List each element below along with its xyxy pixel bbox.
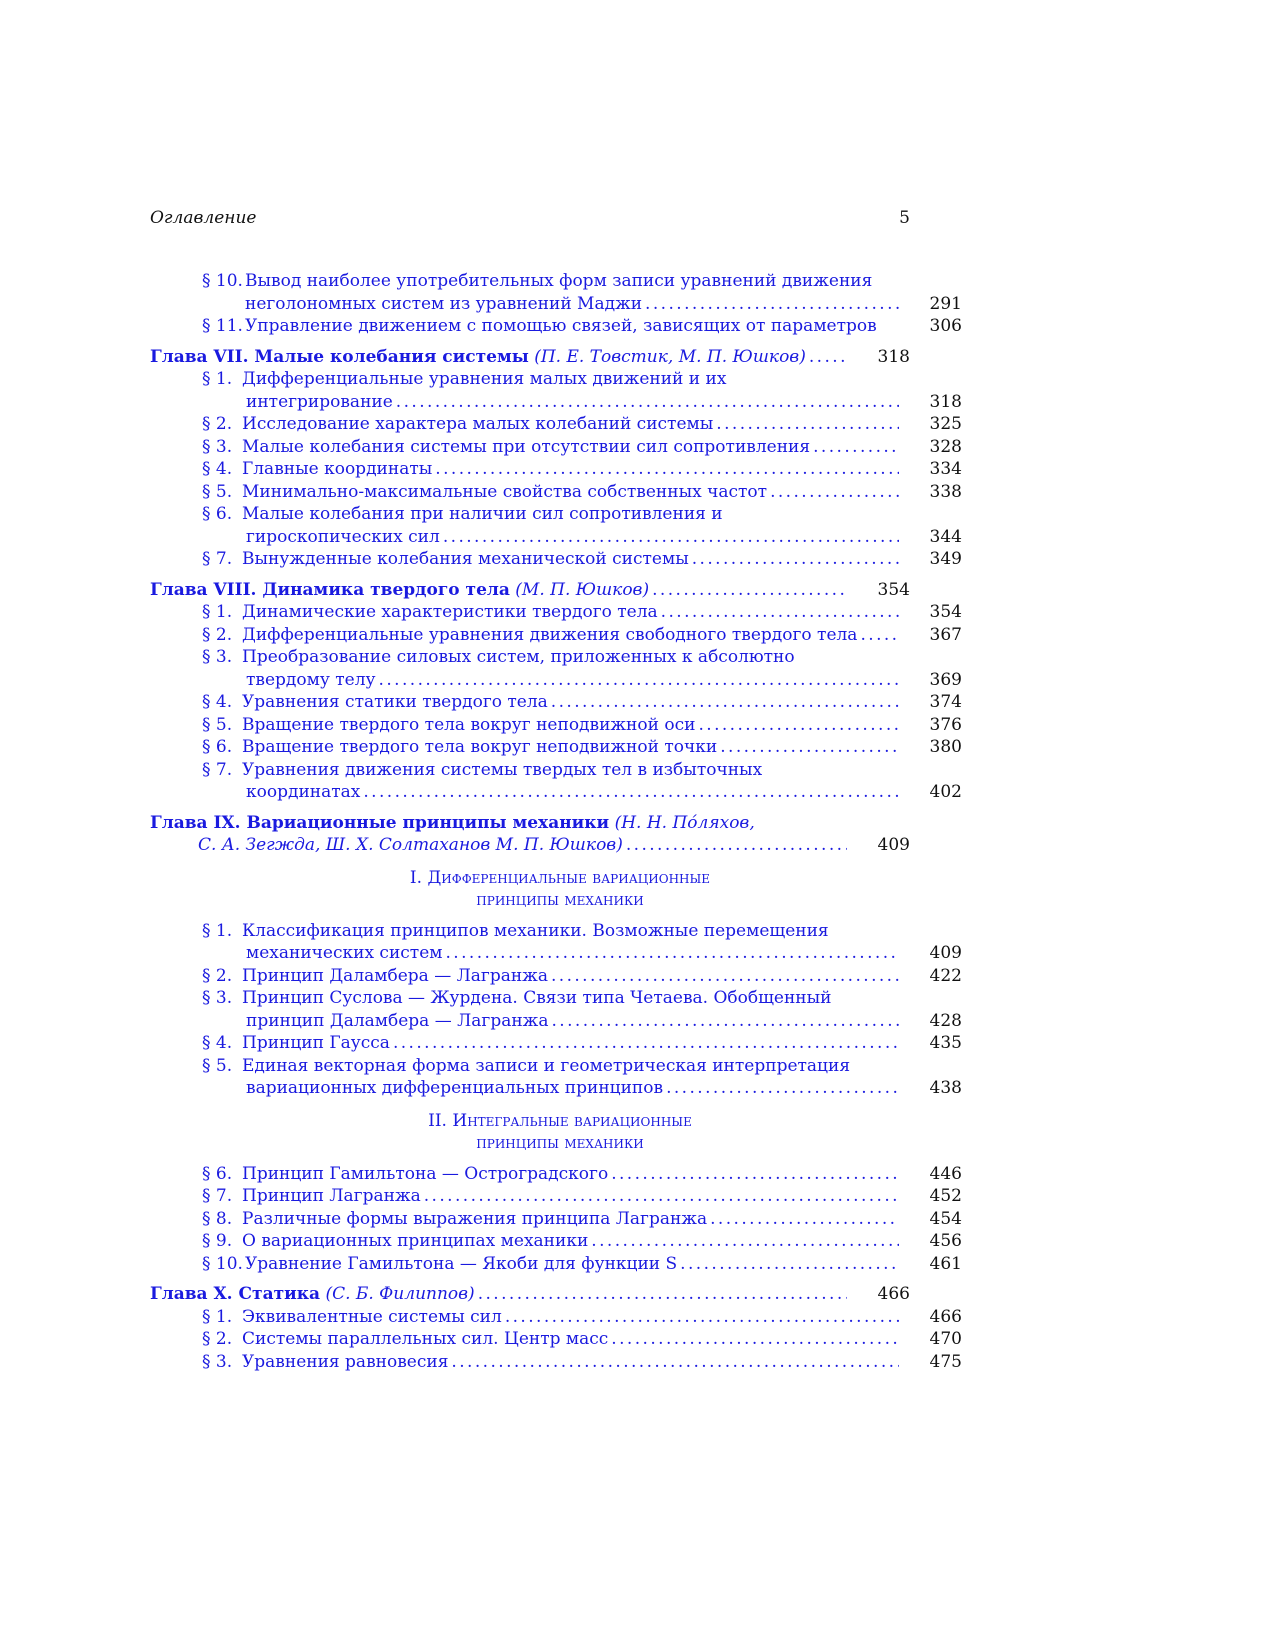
leader-dots bbox=[720, 736, 899, 759]
entry-title-cont: механических систем bbox=[246, 943, 443, 963]
entry-page: 428 bbox=[929, 1010, 962, 1031]
entry-page: 380 bbox=[929, 737, 962, 757]
entry-page: 338 bbox=[929, 481, 962, 502]
section-number: § 7. bbox=[202, 1186, 233, 1206]
section-number: § 9. bbox=[202, 1231, 233, 1251]
entry-title: Системы параллельных сил. Центр масс bbox=[242, 1329, 609, 1349]
entry-page: 318 bbox=[877, 346, 910, 367]
entry-page: 409 bbox=[929, 943, 962, 963]
entry-page: 475 bbox=[929, 1351, 962, 1372]
entry-page: 367 bbox=[929, 624, 962, 645]
entry-page: 354 bbox=[877, 579, 910, 600]
entry-page: 446 bbox=[929, 1163, 962, 1184]
leader-dots bbox=[611, 1163, 899, 1186]
toc-entry[interactable] bbox=[150, 1230, 962, 1253]
entry-page: 438 bbox=[929, 1078, 962, 1098]
section-number: § 10. bbox=[202, 271, 243, 291]
section-number: § 11. bbox=[202, 316, 243, 336]
entry-page: 456 bbox=[929, 1231, 962, 1251]
leader-dots bbox=[396, 391, 899, 414]
section-number: § 2. bbox=[202, 624, 233, 645]
entry-page: 349 bbox=[929, 549, 962, 569]
part-heading-line2: принципы механики bbox=[476, 1133, 644, 1153]
entry-page: 344 bbox=[929, 526, 962, 547]
chapter-authors: (Н. Н. По́ляхов, bbox=[614, 812, 755, 833]
entry-page: 374 bbox=[929, 692, 962, 712]
entry-title: Принцип Гаусса bbox=[242, 1033, 390, 1053]
toc-entry[interactable] bbox=[150, 1055, 962, 1100]
chapter-entry[interactable] bbox=[150, 1283, 910, 1306]
toc-entry[interactable] bbox=[150, 624, 962, 647]
section-number: § 3. bbox=[202, 647, 233, 667]
entry-title: Единая векторная форма записи и геометрическая интерпретация bbox=[242, 1055, 851, 1076]
leader-dots bbox=[443, 526, 899, 549]
toc-entry[interactable] bbox=[150, 691, 962, 714]
entry-title: Принцип Гамильтона — Остроградского bbox=[242, 1163, 609, 1184]
entry-page: 435 bbox=[929, 1033, 962, 1053]
part-heading-line1: II. Интегральные вариационные bbox=[428, 1110, 692, 1131]
leader-dots bbox=[698, 714, 899, 737]
leader-dots bbox=[860, 624, 899, 647]
chapter-authors: (П. Е. Товстик, М. П. Юшков) bbox=[534, 346, 806, 367]
section-number: § 6. bbox=[202, 1163, 233, 1184]
chapter-entry[interactable] bbox=[150, 579, 910, 602]
toc-entry[interactable] bbox=[150, 315, 962, 338]
table-of-contents bbox=[150, 270, 962, 1373]
chapter-title: Глава IX. Вариационные принципы механики bbox=[150, 812, 610, 833]
entry-title: Вывод наиболее употребительных форм записи уравнений движения bbox=[245, 271, 873, 291]
chapter-title: Глава VIII. Динамика твердого тела bbox=[150, 579, 510, 600]
entry-title: Исследование характера малых колебаний системы bbox=[242, 414, 714, 434]
leader-dots bbox=[652, 579, 847, 602]
leader-dots bbox=[551, 691, 899, 714]
entry-title: Вынужденные колебания механической системы bbox=[242, 549, 689, 569]
entry-title: Вращение твердого тела вокруг неподвижной точки bbox=[242, 737, 718, 757]
section-number: § 1. bbox=[202, 1306, 233, 1327]
section-number: § 7. bbox=[202, 549, 233, 569]
toc-entry[interactable] bbox=[150, 270, 962, 315]
entry-page: 454 bbox=[929, 1208, 962, 1229]
section-number: § 2. bbox=[202, 414, 233, 434]
entry-title: Уравнение Гамильтона — Якоби для функции S bbox=[245, 1253, 678, 1274]
section-number: § 2. bbox=[202, 965, 233, 986]
leader-dots bbox=[813, 436, 899, 459]
entry-title: Эквивалентные системы сил bbox=[242, 1306, 502, 1327]
toc-entry[interactable] bbox=[150, 601, 962, 624]
entry-title: Малые колебания при наличии сил сопротивления и bbox=[242, 504, 723, 524]
toc-entry[interactable] bbox=[150, 548, 962, 571]
entry-title-cont: вариационных дифференциальных принципов bbox=[246, 1078, 664, 1098]
leader-dots bbox=[363, 781, 899, 804]
leader-dots bbox=[626, 834, 847, 857]
section-number: § 10. bbox=[202, 1253, 243, 1274]
leader-dots bbox=[551, 965, 899, 988]
toc-entry[interactable] bbox=[150, 646, 962, 691]
part-heading-line2: принципы механики bbox=[476, 890, 644, 910]
chapter-entry[interactable] bbox=[150, 346, 910, 369]
leader-dots bbox=[435, 458, 899, 481]
section-number: § 4. bbox=[202, 459, 233, 479]
entry-title: Уравнения равновесия bbox=[242, 1351, 449, 1372]
toc-entry[interactable] bbox=[150, 987, 962, 1032]
entry-title-cont: интегрирование bbox=[246, 391, 393, 412]
section-number: § 3. bbox=[202, 1351, 233, 1372]
part-heading-line1: I. Дифференциальные вариационные bbox=[409, 867, 711, 888]
toc-entry[interactable] bbox=[150, 458, 962, 481]
section-number: § 5. bbox=[202, 714, 233, 735]
toc-entry[interactable] bbox=[150, 920, 962, 965]
leader-dots bbox=[809, 346, 847, 369]
toc-entry[interactable] bbox=[150, 1185, 962, 1208]
entry-title-cont: твердому телу bbox=[246, 669, 376, 690]
entry-title: Управление движением с помощью связей, зависящих от параметров bbox=[245, 316, 877, 336]
leader-dots bbox=[551, 1010, 899, 1033]
toc-entry[interactable] bbox=[150, 481, 962, 504]
leader-dots bbox=[505, 1306, 899, 1329]
section-number: § 4. bbox=[202, 1033, 233, 1053]
leader-dots bbox=[710, 1208, 899, 1231]
section-number: § 4. bbox=[202, 692, 233, 712]
running-title: Оглавление bbox=[150, 208, 257, 228]
entry-page: 402 bbox=[929, 782, 962, 802]
entry-title: Вращение твердого тела вокруг неподвижной оси bbox=[242, 714, 696, 735]
entry-page: 461 bbox=[929, 1253, 962, 1274]
section-number: § 1. bbox=[202, 602, 233, 622]
entry-page: 466 bbox=[877, 1284, 910, 1304]
entry-title: Главные координаты bbox=[242, 459, 433, 479]
entry-title: Дифференциальные уравнения малых движений и их bbox=[242, 369, 727, 389]
toc-entry[interactable] bbox=[150, 1208, 962, 1231]
toc-entry[interactable] bbox=[150, 1163, 962, 1186]
toc-entry[interactable] bbox=[150, 368, 962, 413]
entry-page: 291 bbox=[929, 293, 962, 314]
section-number: § 2. bbox=[202, 1329, 233, 1349]
entry-page: 470 bbox=[929, 1329, 962, 1349]
toc-entry[interactable] bbox=[150, 1253, 962, 1276]
toc-entry[interactable] bbox=[150, 965, 962, 988]
leader-dots bbox=[645, 293, 899, 316]
entry-page: 376 bbox=[929, 714, 962, 735]
entry-title: Принцип Суслова — Журдена. Связи типа Четаева. Обобщенный bbox=[242, 988, 832, 1008]
entry-title: Дифференциальные уравнения движения свободного твердого тела bbox=[242, 624, 858, 645]
part-heading bbox=[150, 867, 910, 912]
entry-page: 318 bbox=[929, 391, 962, 412]
chapter-authors-cont: С. А. Зегжда, Ш. Х. Солтаханов М. П. Юшков) bbox=[198, 835, 623, 855]
entry-title: Минимально-максимальные свойства собственных частот bbox=[242, 481, 768, 502]
part-heading bbox=[150, 1110, 910, 1155]
section-number: § 6. bbox=[202, 737, 233, 757]
leader-dots bbox=[716, 413, 899, 436]
section-number: § 1. bbox=[202, 920, 233, 941]
entry-title: Уравнения статики твердого тела bbox=[242, 692, 548, 712]
leader-dots bbox=[611, 1328, 899, 1351]
entry-page: 369 bbox=[929, 669, 962, 690]
entry-page: 422 bbox=[929, 965, 962, 986]
entry-page: 306 bbox=[929, 316, 962, 336]
document-page bbox=[150, 0, 962, 1651]
leader-dots bbox=[379, 669, 899, 692]
toc-entry[interactable] bbox=[150, 1351, 962, 1374]
toc-entry[interactable] bbox=[150, 413, 962, 436]
leader-dots bbox=[770, 481, 899, 504]
leader-dots bbox=[692, 548, 899, 571]
entry-page: 334 bbox=[929, 459, 962, 479]
section-number: § 7. bbox=[202, 759, 233, 780]
entry-title-cont: неголономных систем из уравнений Маджи bbox=[245, 293, 643, 314]
leader-dots bbox=[446, 942, 900, 965]
toc-entry[interactable] bbox=[150, 1328, 962, 1351]
entry-page: 452 bbox=[929, 1186, 962, 1206]
entry-title: О вариационных принципах механики bbox=[242, 1231, 589, 1251]
section-number: § 3. bbox=[202, 436, 233, 457]
toc-entry[interactable] bbox=[150, 714, 962, 737]
leader-dots bbox=[393, 1032, 899, 1055]
section-number: § 1. bbox=[202, 369, 233, 389]
toc-entry[interactable] bbox=[150, 759, 962, 804]
leader-dots bbox=[680, 1253, 899, 1276]
running-header bbox=[150, 208, 910, 230]
section-number: § 8. bbox=[202, 1208, 233, 1229]
entry-title: Классификация принципов механики. Возможные перемещения bbox=[242, 920, 829, 941]
entry-title: Динамические характеристики твердого тела bbox=[242, 602, 658, 622]
leader-dots bbox=[591, 1230, 899, 1253]
chapter-authors: (С. Б. Филиппов) bbox=[325, 1284, 475, 1304]
page-number: 5 bbox=[899, 208, 910, 228]
section-number: § 6. bbox=[202, 504, 233, 524]
leader-dots bbox=[424, 1185, 899, 1208]
toc-entry[interactable] bbox=[150, 1306, 962, 1329]
toc-entry[interactable] bbox=[150, 503, 962, 548]
chapter-authors: (М. П. Юшков) bbox=[515, 579, 650, 600]
entry-page: 354 bbox=[929, 602, 962, 622]
entry-title: Малые колебания системы при отсутствии сил сопротивления bbox=[242, 436, 811, 457]
entry-title-cont: координатах bbox=[246, 782, 361, 802]
section-number: § 3. bbox=[202, 988, 233, 1008]
toc-entry[interactable] bbox=[150, 1032, 962, 1055]
toc-entry[interactable] bbox=[150, 736, 962, 759]
entry-page: 325 bbox=[929, 414, 962, 434]
chapter-title: Глава X. Статика bbox=[150, 1284, 321, 1304]
entry-title: Различные формы выражения принципа Лагранжа bbox=[242, 1208, 708, 1229]
entry-title-cont: принцип Даламбера — Лагранжа bbox=[246, 1010, 549, 1031]
section-number: § 5. bbox=[202, 1055, 233, 1076]
leader-dots bbox=[661, 601, 899, 624]
chapter-entry[interactable] bbox=[150, 812, 910, 857]
toc-entry[interactable] bbox=[150, 436, 962, 459]
entry-title-cont: гироскопических сил bbox=[246, 526, 440, 547]
leader-dots bbox=[451, 1351, 899, 1374]
leader-dots bbox=[666, 1077, 899, 1100]
entry-page: 466 bbox=[929, 1306, 962, 1327]
entry-page: 409 bbox=[877, 835, 910, 855]
leader-dots bbox=[478, 1283, 847, 1306]
entry-title: Принцип Лагранжа bbox=[242, 1186, 421, 1206]
entry-title: Уравнения движения системы твердых тел в избыточных bbox=[242, 759, 763, 780]
entry-page: 328 bbox=[929, 436, 962, 457]
entry-title: Преобразование силовых систем, приложенных к абсолютно bbox=[242, 647, 795, 667]
section-number: § 5. bbox=[202, 481, 233, 502]
chapter-title: Глава VII. Малые колебания системы bbox=[150, 346, 529, 367]
entry-title: Принцип Даламбера — Лагранжа bbox=[242, 965, 548, 986]
